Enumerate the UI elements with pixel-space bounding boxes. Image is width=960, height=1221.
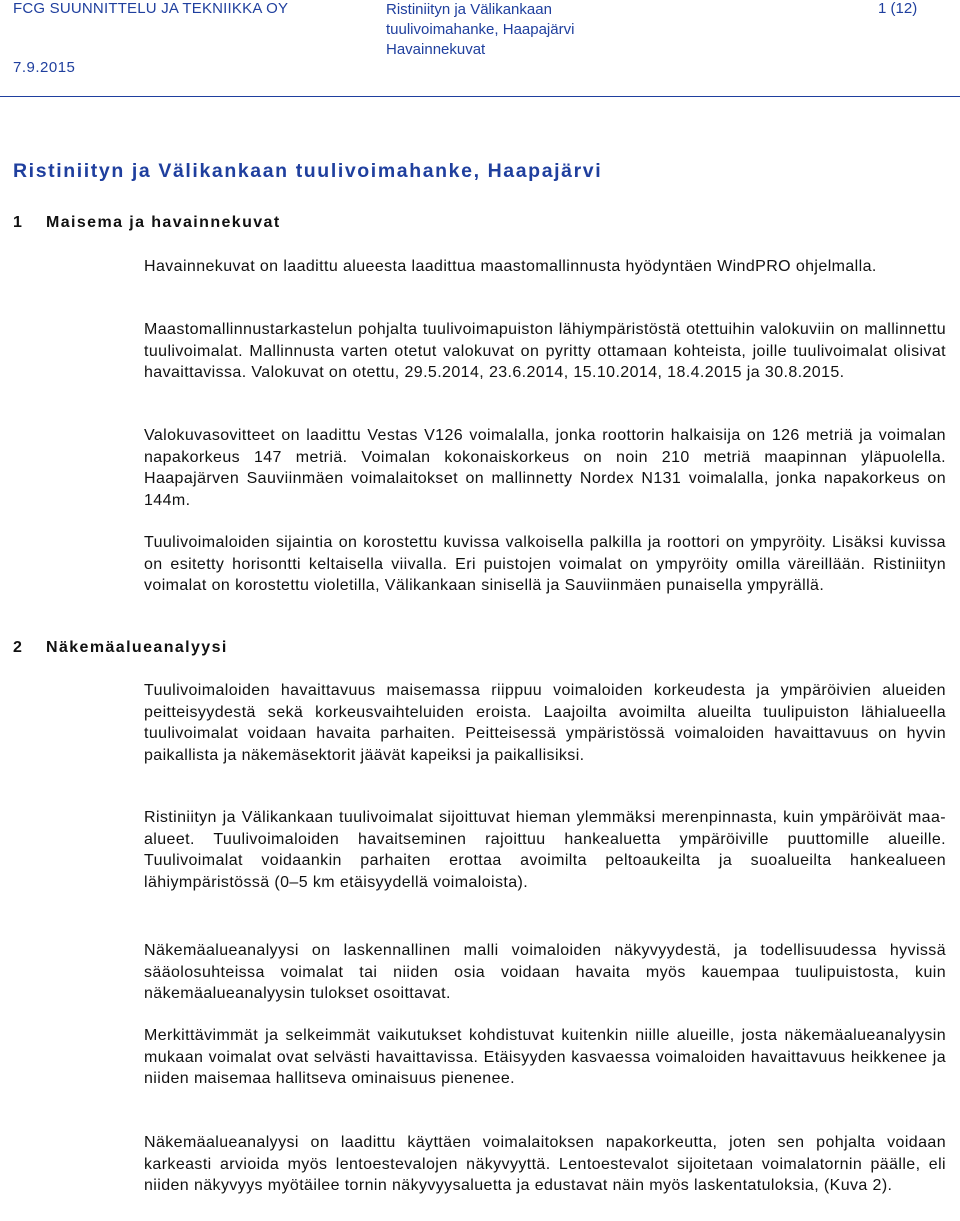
section-title: Maisema ja havainnekuvat [46,214,281,231]
paragraph: Valokuvasovitteet on laadittu Vestas V126 voimalalla, jonka roottorin halkaisija on 126 metriä ja voimalan napakorkeus 147 metriä. Voimalan kokonaiskorkeus on noin 210 metriä maapinnan yläpuolella. Haapajärven Sauviinmäen voimalaitokset on mallinnetty Nordex N131 voimalalla, jonka napakorkeus on 144m. [144,427,946,509]
paragraph: Näkemäalueanalyysi on laskennallinen malli voimaloiden näkyvyydestä, ja todellisuudessa hyvissä sääolosuhteissa voimalat tai niiden osia voidaan havaita myös kauempaa tuulipuistosta, kuin näkemäalueanalyysin tulokset osoittavat. [144,942,946,1002]
paragraph: Tuulivoimaloiden havaittavuus maisemassa riippuu voimaloiden korkeudesta ja ympäröivien alueiden peitteisyydestä sekä korkeusvaihteluiden eroista. Laajoilta avoimilta alueilta tuulipuiston lähialueella tuulivoimalat voidaan havaita parhaiten. Peitteisessä ympäristössä voimaloiden havaittavuus on hyvin paikallista ja näkemäsektorit jäävät kapeiksi ja paikallisiksi. [144,682,946,764]
header-divider [0,96,960,97]
document-title: Ristiniityn ja Välikankaan tuulivoimahanke, Haapajärvi [13,160,603,182]
paragraph: Tuulivoimaloiden sijaintia on korostettu kuvissa valkoisella palkilla ja roottori on ympyröity. Lisäksi kuvissa on esitetty horisontti keltaisella viivalla. Eri puistojen voimalat on ympyröity omilla väreillään. Ristiniityn voimalat on korostettu violetilla, Välikankaan sinisellä ja Sauviinmäen punaisella ympyrällä. [144,534,946,594]
paragraph: Merkittävimmät ja selkeimmät vaikutukset kohdistuvat kuitenkin niille alueille, josta näkemäalueanalyysin mukaan voimalat ovat selvästi havaittavissa. Etäisyyden kasvaessa voimaloiden havaittavuus heikkenee ja niiden maisemaa hallitseva ominaisuus pienenee. [144,1027,946,1087]
section-1-heading [13,214,281,232]
header-doc-title [386,0,574,60]
section-number: 1 [13,214,24,231]
paragraph: Ristiniityn ja Välikankaan tuulivoimalat sijoittuvat hieman ylemmäksi merenpinnasta, kuin ympäröivät maa-alueet. Tuulivoimaloiden havaitseminen rajoittuu hankealuetta ympäröiville puuttomille alueille. Tuulivoimalat voidaankin parhaiten erottaa avoimilta peltoaukeilta ja suoalueilta hankealueen lähiympäristössä (0–5 km etäisyydellä voimaloista). [144,809,946,891]
header-date: 7.9.2015 [13,59,76,76]
paragraph: Havainnekuvat on laadittu alueesta laadittua maastomallinnusta hyödyntäen WindPRO ohjelmalla. [144,258,877,275]
section-2-heading [13,639,228,657]
header-company: FCG SUUNNITTELU JA TEKNIIKKA OY [13,0,289,17]
header-doc-title-line1: Ristiniityn ja Välikankaan [386,1,552,18]
section-title: Näkemäalueanalyysi [46,639,228,656]
header-doc-title-line2: tuulivoimahanke, Haapajärvi [386,21,575,38]
header-page-number: 1 (12) [878,0,918,17]
paragraph: Näkemäalueanalyysi on laadittu käyttäen voimalaitoksen napakorkeutta, joten sen pohjalta voidaan karkeasti arvioida myös lentoestevalojen näkyvyyttä. Lentoestevalot sijoitetaan voimalatornin päälle, eli niiden näkyvyys myötäilee tornin näkyvyysaluetta ja edustavat näin myös laskentatuloksia, (Kuva 2). [144,1134,946,1194]
paragraph: Maastomallinnustarkastelun pohjalta tuulivoimapuiston lähiympäristöstä otettuihin valokuviin on mallinnettu tuulivoimalat. Mallinnusta varten otetut valokuvat on pyritty ottamaan kohteista, joille tuulivoimalat olisivat havaittavissa. Valokuvat on otettu, 29.5.2014, 23.6.2014, 15.10.2014, 18.4.2015 ja 30.8.2015. [144,321,946,381]
header-doc-title-line3: Havainnekuvat [386,41,486,58]
section-number: 2 [13,639,24,656]
